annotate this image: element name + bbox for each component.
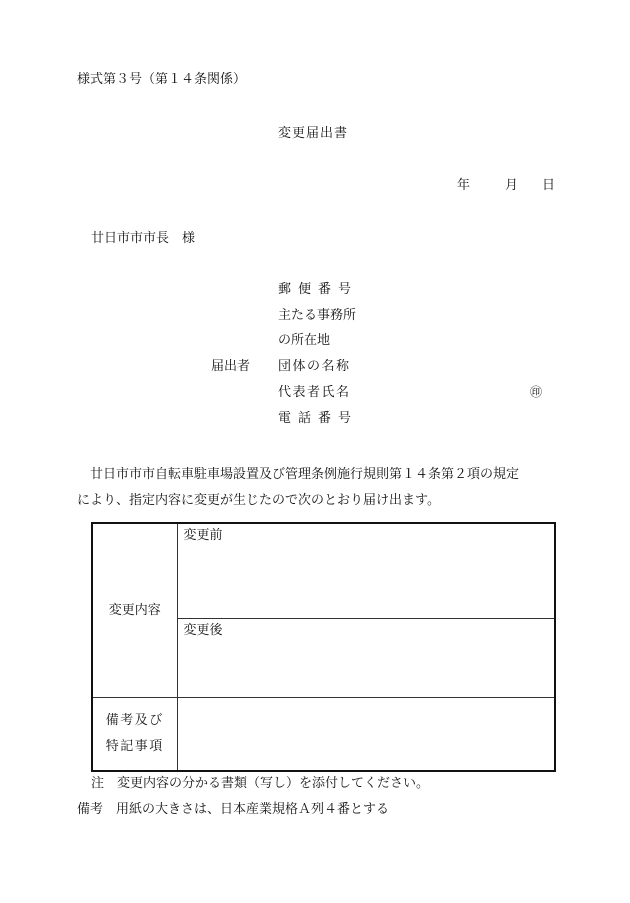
after-change-cell[interactable] [177,619,555,698]
document-title: 変更届出書 [278,126,349,141]
before-change-cell[interactable] [177,523,555,619]
before-change-label: 変更前 [183,528,223,543]
body-line-1: 廿日市市市自転車駐車場設置及び管理条例施行規則第１４条第２項の規定 [90,467,520,482]
office-address-label-line2: の所在地 [278,333,331,348]
representative-name-label: 代表者氏名 [278,385,351,400]
remarks-label-line2: 特記事項 [105,739,164,754]
change-content-label: 変更内容 [108,603,161,618]
change-content-label-cell [92,523,177,698]
change-form-table [91,522,556,772]
form-number: 様式第３号（第１４条関係） [77,72,247,87]
body-line-2: により、指定内容に変更が生じたので次のとおり届け出ます。 [77,493,440,508]
remarks-label-cell [92,698,177,772]
office-address-label-line1: 主たる事務所 [278,308,357,323]
remarks-label-line1: 備考及び [105,713,164,728]
notifier-label: 届出者 [211,359,251,374]
phone-number-label: 電話番号 [278,411,359,426]
date-year-label: 年 [457,178,471,193]
body-paragraph [77,462,557,514]
remarks-cell[interactable] [177,698,555,772]
paper-size-remark: 備考 用紙の大きさは、日本産業規格Ａ列４番とする [77,802,390,817]
after-change-label: 変更後 [183,623,223,638]
date-month-label: 月 [505,178,519,193]
date-day-label: 日 [542,178,556,193]
attachment-note: 注 変更内容の分かる書類（写し）を添付してください。 [91,776,430,791]
postal-code-label: 郵便番号 [278,282,359,297]
addressee: 廿日市市市長 様 [91,231,196,246]
org-name-label: 団体の名称 [278,359,351,374]
seal-mark: ㊞ [530,385,543,399]
